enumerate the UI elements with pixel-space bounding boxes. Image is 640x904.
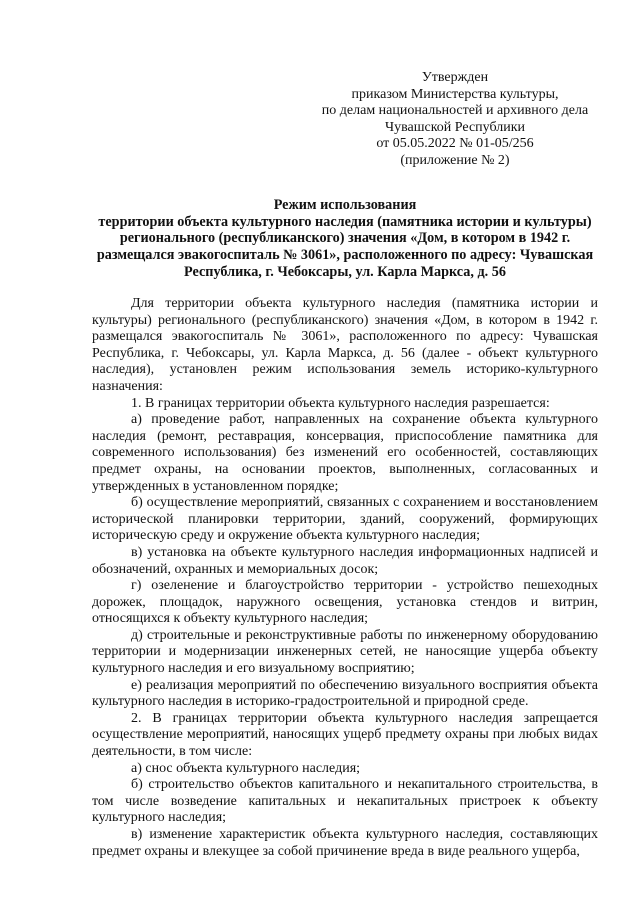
- approval-line: Утвержден: [421, 70, 489, 85]
- clause-1-item-b: б) осуществление мероприятий, связанных с сохранением и восстановлением исторической планировки территории, зданий, сооружений, формирующих историческую среду и окружение объекта культурного наследия;: [92, 495, 598, 544]
- intro-paragraph: Для территории объекта культурного наследия (памятника истории и культуры) регионального (республиканского) значения «Дом, в котором в 1942 г. размещался эвакогоспиталь № 3061», расположенного по адресу: Чувашская Республика, г. Чебоксары, ул. Карла Маркса, д. 56 (далее - объект культурного наследия), установлен режим использования земель историко-культурного назначения:: [92, 296, 598, 394]
- approval-line: от 05.05.2022 № 01-05/256: [376, 136, 534, 152]
- title-line: регионального (республиканского) значения «Дом, в котором в 1942 г.: [119, 230, 571, 247]
- approval-line: приказом Министерства культуры,: [351, 86, 559, 102]
- clause-2-heading: 2. В границах территории объекта культурного наследия запрещается осуществление мероприятий, наносящих ущерб предмету охраны при любых видах деятельности, в том числе:: [92, 710, 598, 760]
- clause-1-item-e: д) строительные и реконструктивные работы по инженерному оборудованию территории и модернизации инженерных сетей, не наносящие ущерба объекту культурного наследия и его визуальному восприятию;: [92, 627, 598, 677]
- approval-line: (приложение № 2): [400, 152, 510, 168]
- clause-1-item-f: е) реализация мероприятий по обеспечению визуального восприятия объекта культурного наследия в историко-градостроительной и природной среде.: [92, 677, 598, 710]
- document-body: [92, 296, 598, 860]
- clause-2-item-b: б) строительство объектов капитального и некапитального строительства, в том числе возведение капитальных и некапитальных пристроек к объекту культурного наследия;: [92, 777, 598, 826]
- title-line: размещался эвакогоспиталь № 3061», расположенного по адресу: Чувашская: [96, 247, 594, 264]
- approval-line: по делам национальностей и архивного дела: [321, 103, 589, 119]
- approval-block: [310, 70, 600, 170]
- document-title: [92, 197, 598, 281]
- clause-1-item-a: а) проведение работ, направленных на сохранение объекта культурного наследия (ремонт, реставрация, консервация, приспособление памятника для современного использования) без изменений его особенностей, составляющих предмет охраны, на основании проектов, выполненных, согласованных и утвержденных в установленном порядке;: [92, 412, 598, 494]
- clause-1-heading: 1. В границах территории объекта культурного наследия разрешается:: [131, 395, 550, 411]
- title-line: территории объекта культурного наследия (памятника истории и культуры): [98, 213, 592, 230]
- title-line: Режим использования: [273, 197, 417, 213]
- clause-1-item-d: г) озеленение и благоустройство территории - устройство пешеходных дорожек, площадок, наружного освещения, установка стендов и витрин, относящихся к объекту культурного наследия;: [92, 578, 598, 627]
- approval-line: Чувашской Республики: [384, 119, 526, 135]
- clause-2-item-c: в) изменение характеристик объекта культурного наследия, составляющих предмет охраны и влекущее за собой причинение вреда в виде реального ущерба,: [92, 827, 598, 859]
- title-line: Республика, г. Чебоксары, ул. Карла Маркса, д. 56: [184, 263, 506, 280]
- clause-2-item-a: а) снос объекта культурного наследия;: [131, 760, 361, 776]
- clause-1-item-c: в) установка на объекте культурного наследия информационных надписей и обозначений, охранных и мемориальных досок;: [92, 544, 598, 577]
